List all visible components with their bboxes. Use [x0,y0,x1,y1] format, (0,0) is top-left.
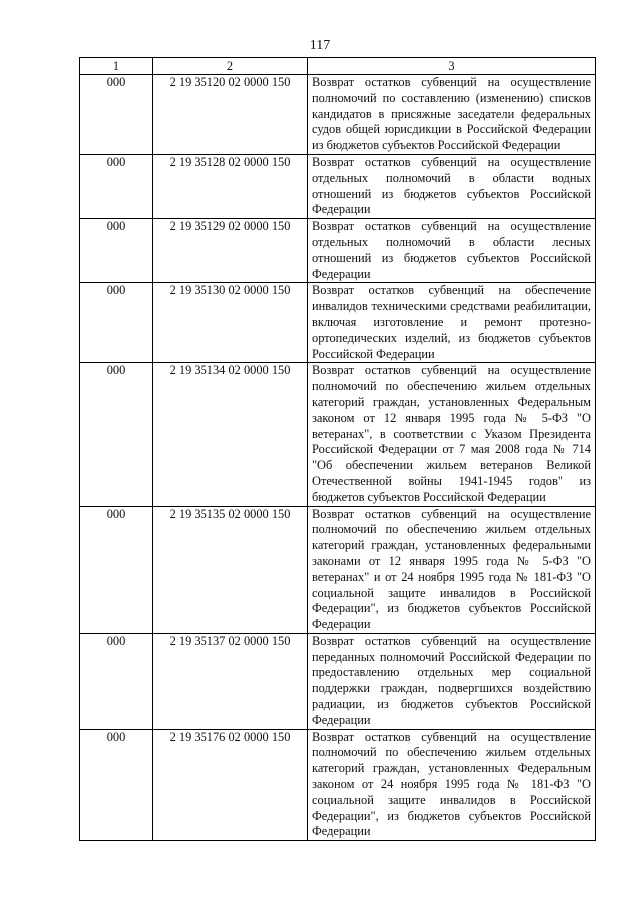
header-row [80,58,596,75]
budget-code-cell: 2 19 35134 02 0000 150 [153,363,308,506]
table-header [80,58,596,75]
table-row [80,283,596,363]
budget-code-cell: 2 19 35135 02 0000 150 [153,506,308,633]
budget-code-cell: 2 19 35137 02 0000 150 [153,633,308,729]
table-row [80,154,596,218]
budget-code-table [79,57,596,841]
table-row [80,363,596,506]
admin-code-cell: 000 [80,729,153,841]
income-name-cell: Возврат остатков субвенций на осуществление переданных полномочий Российской Федерации по предоставлению отдельных мер социальной поддержки граждан, подвергшихся воздействию радиации, из бюджетов субъектов Российской Федерации [308,633,596,729]
admin-code-cell: 000 [80,633,153,729]
header-col-2: 2 [153,58,308,75]
income-name-cell: Возврат остатков субвенций на осуществление полномочий по обеспечению жильем отдельных категорий граждан, установленных федеральными законами от 12 января 1995 года № 5-ФЗ "О ветеранах" и от 24 ноября 1995 года № 181-ФЗ "О социальной защите инвалидов в Российской Федерации", из бюджетов субъектов Российской Федерации [308,506,596,633]
budget-code-cell: 2 19 35128 02 0000 150 [153,154,308,218]
table-row [80,75,596,155]
income-name-cell: Возврат остатков субвенций на осуществление полномочий по обеспечению жильем отдельных категорий граждан, установленных Федеральным законом от 12 января 1995 года № 5-ФЗ "О ветеранах", в соответствии с Указом Президента Российской Федерации от 7 мая 2008 года № 714 "Об обеспечении жильем ветеранов Великой Отечественной войны 1941-1945 годов" из бюджетов субъектов Российской Федерации [308,363,596,506]
budget-code-cell: 2 19 35120 02 0000 150 [153,75,308,155]
table-row [80,506,596,633]
admin-code-cell: 000 [80,283,153,363]
admin-code-cell: 000 [80,219,153,283]
page-number: 117 [309,38,331,53]
header-col-3: 3 [308,58,596,75]
header-col-1: 1 [80,58,153,75]
budget-code-cell: 2 19 35130 02 0000 150 [153,283,308,363]
admin-code-cell: 000 [80,154,153,218]
income-name-cell: Возврат остатков субвенций на осуществление отдельных полномочий в области водных отношений из бюджетов субъектов Российской Федерации [308,154,596,218]
table-row [80,729,596,841]
table-body [80,75,596,841]
table-row [80,633,596,729]
budget-code-cell: 2 19 35176 02 0000 150 [153,729,308,841]
admin-code-cell: 000 [80,363,153,506]
admin-code-cell: 000 [80,75,153,155]
table-row [80,219,596,283]
income-name-cell: Возврат остатков субвенций на обеспечение инвалидов техническими средствами реабилитации, включая изготовление и ремонт протезно-ортопедических изделий, из бюджетов субъектов Российской Федерации [308,283,596,363]
budget-code-cell: 2 19 35129 02 0000 150 [153,219,308,283]
income-name-cell: Возврат остатков субвенций на осуществление полномочий по обеспечению жильем отдельных категорий граждан, установленных Федеральным законом от 24 ноября 1995 года № 181-ФЗ "О социальной защите инвалидов в Российской Федерации", из бюджетов субъектов Российской Федерации [308,729,596,841]
income-name-cell: Возврат остатков субвенций на осуществление полномочий по составлению (изменению) списков кандидатов в присяжные заседатели федеральных судов общей юрисдикции в Российской Федерации из бюджетов субъектов Российской Федерации [308,75,596,155]
admin-code-cell: 000 [80,506,153,633]
income-name-cell: Возврат остатков субвенций на осуществление отдельных полномочий в области лесных отношений из бюджетов субъектов Российской Федерации [308,219,596,283]
